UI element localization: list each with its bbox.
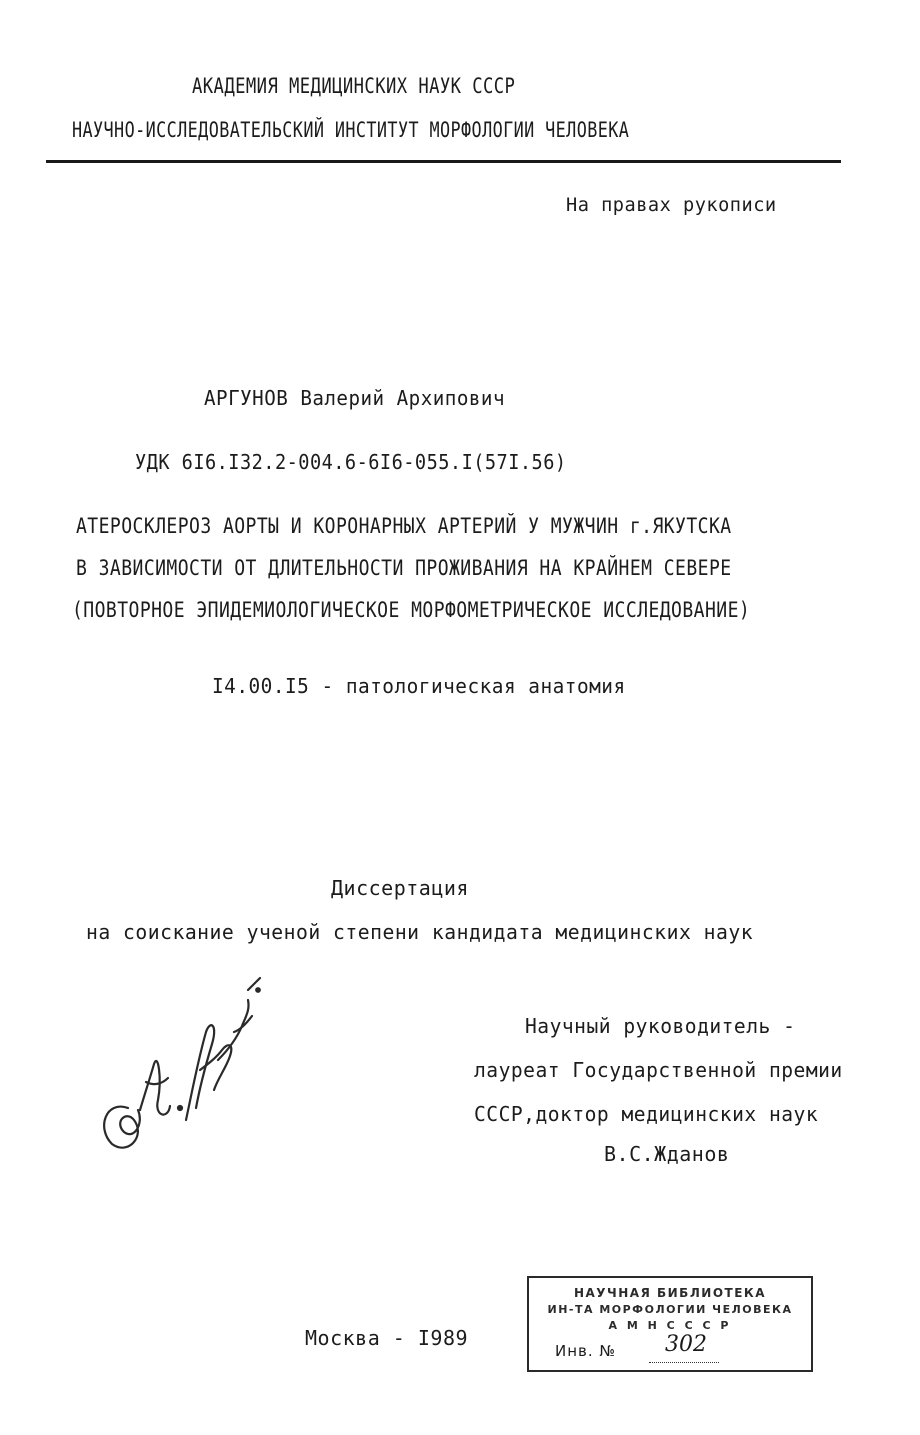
supervisor-title: Научный руководитель -	[525, 1014, 796, 1038]
inventory-label: Инв. №	[555, 1342, 617, 1360]
dissertation-title-line-3: (ПОВТОРНОЕ ЭПИДЕМИОЛОГИЧЕСКОЕ МОРФОМЕТРИЧЕСКОЕ ИССЛЕДОВАНИЕ)	[72, 598, 751, 622]
manuscript-note: На правах рукописи	[566, 194, 777, 216]
dissertation-title-line-2: В ЗАВИСИМОСТИ ОТ ДЛИТЕЛЬНОСТИ ПРОЖИВАНИЯ НА КРАЙНЕМ СЕВЕРЕ	[76, 556, 732, 580]
degree-statement: на соискание ученой степени кандидата медицинских наук	[86, 920, 754, 944]
specialty-code: I4.00.I5 - патологическая анатомия	[212, 674, 626, 698]
library-stamp	[527, 1276, 813, 1372]
place-and-year: Москва - I989	[305, 1326, 469, 1350]
inventory-underline	[649, 1362, 719, 1363]
udc-code: УДК 6I6.I32.2-004.6-6I6-055.I(57I.56)	[135, 450, 567, 474]
dissertation-title-line-1: АТЕРОСКЛЕРОЗ АОРТЫ И КОРОНАРНЫХ АРТЕРИЙ У МУЖЧИН г.ЯКУТСКА	[76, 514, 732, 538]
handwritten-signature	[88, 960, 268, 1170]
institute-name: НАУЧНО-ИССЛЕДОВАТЕЛЬСКИЙ ИНСТИТУТ МОРФОЛОГИИ ЧЕЛОВЕКА	[72, 118, 630, 142]
stamp-line-3: А М Н С С С Р	[608, 1319, 732, 1332]
author-name: АРГУНОВ Валерий Архипович	[204, 386, 505, 410]
inventory-number: 302	[665, 1332, 707, 1357]
header-divider	[46, 160, 841, 163]
supervisor-degree: СССР,доктор медицинских наук	[474, 1102, 819, 1126]
supervisor-name: В.С.Жданов	[604, 1142, 730, 1166]
supervisor-award: лауреат Государственной премии	[474, 1058, 843, 1082]
stamp-line-1: НАУЧНАЯ БИБЛИОТЕКА	[573, 1286, 767, 1300]
dissertation-label: Диссертация	[331, 876, 469, 900]
stamp-line-2: ИН-ТА МОРФОЛОГИИ ЧЕЛОВЕКА	[547, 1303, 793, 1316]
academy-name: АКАДЕМИЯ МЕДИЦИНСКИХ НАУК СССР	[192, 74, 516, 98]
